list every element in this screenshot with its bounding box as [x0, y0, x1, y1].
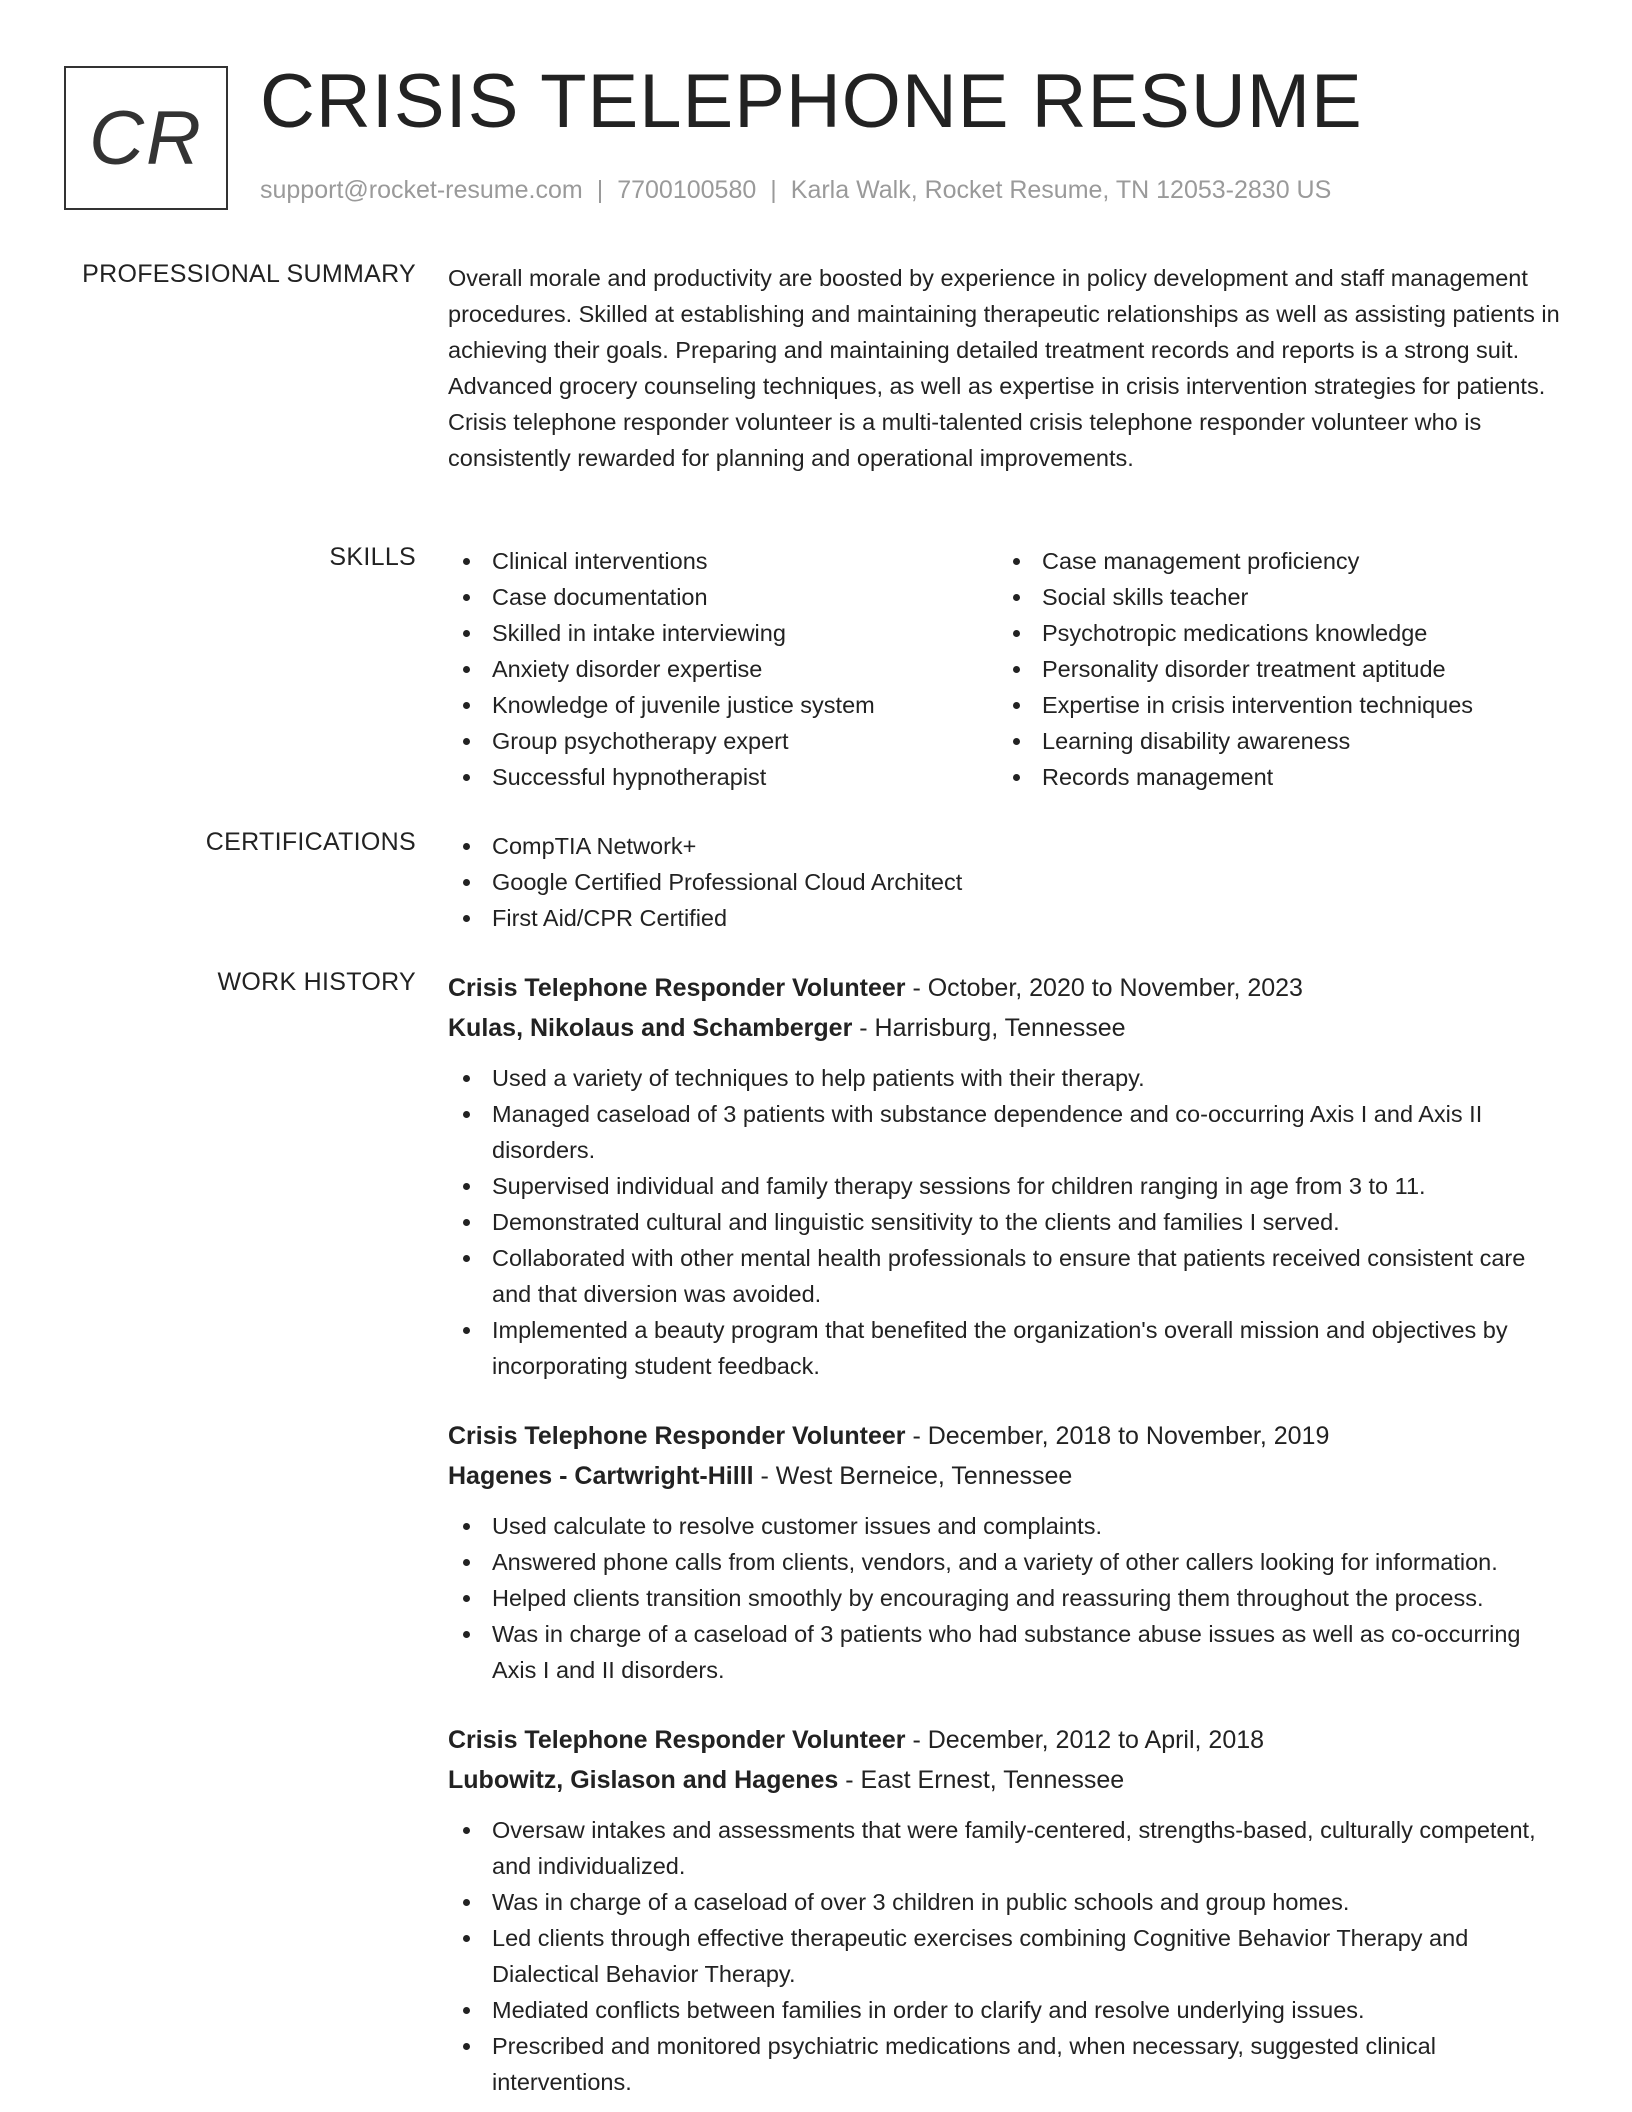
job-company-line [448, 1760, 1568, 1800]
job-bullet: Prescribed and monitored psychiatric medications and, when necessary, suggested clinical interventions. [448, 2028, 1568, 2100]
contact-line [260, 176, 1331, 205]
job-bullet: Supervised individual and family therapy sessions for children ranging in age from 3 to 11. [448, 1168, 1568, 1204]
skill-item: Learning disability awareness [998, 723, 1558, 759]
certifications-list [448, 828, 1568, 936]
job-location: - Harrisburg, Tennessee [852, 1014, 1126, 1042]
job-entry [448, 1720, 1568, 2100]
job-company: Lubowitz, Gislason and Hagenes [448, 1766, 839, 1794]
summary-text: Overall morale and productivity are boosted by experience in policy development and staff management procedures. Skilled at establishing and maintaining therapeutic relationships as well as assisting patients in achieving their goals. Preparing and maintaining detailed treatment records and reports is a strong suit. Advanced grocery counseling techniques, as well as expertise in crisis intervention strategies for patients. Crisis telephone responder volunteer is a multi-talented crisis telephone responder volunteer who is consistently rewarded for planning and operational improvements. [448, 265, 1560, 471]
job-location: - West Berneice, Tennessee [753, 1462, 1073, 1490]
work-history-heading: WORK HISTORY [217, 968, 416, 996]
skills-list-left [448, 543, 998, 795]
job-company-line [448, 1456, 1568, 1496]
job-bullet: Used a variety of techniques to help patients with their therapy. [448, 1060, 1568, 1096]
certification-item: Google Certified Professional Cloud Architect [448, 864, 1568, 900]
job-bullets [448, 1508, 1568, 1688]
job-entry [448, 968, 1568, 1384]
contact-address: Karla Walk, Rocket Resume, TN 12053-2830 US [790, 176, 1332, 204]
certifications-heading: CERTIFICATIONS [205, 828, 416, 856]
job-company: Kulas, Nikolaus and Schamberger [448, 1014, 853, 1042]
job-title-line [448, 1720, 1568, 1760]
skills-grid [448, 543, 1568, 795]
skill-item: Clinical interventions [448, 543, 998, 579]
skill-item: Skilled in intake interviewing [448, 615, 998, 651]
skill-item: Psychotropic medications knowledge [998, 615, 1558, 651]
job-bullet: Was in charge of a caseload of 3 patients who had substance abuse issues as well as co-occurring Axis I and II disorders. [448, 1616, 1568, 1688]
job-title-line [448, 968, 1568, 1008]
skill-item: Group psychotherapy expert [448, 723, 998, 759]
skill-item: Successful hypnotherapist [448, 759, 998, 795]
certifications-body [448, 828, 1568, 936]
contact-separator: | [596, 176, 604, 204]
job-dates: - December, 2018 to November, 2019 [905, 1422, 1330, 1450]
skill-item: Case management proficiency [998, 543, 1558, 579]
skill-item: Expertise in crisis intervention techniques [998, 687, 1558, 723]
monogram-box [64, 66, 228, 210]
job-company-line [448, 1008, 1568, 1048]
skills-heading: SKILLS [329, 543, 416, 571]
job-bullet: Implemented a beauty program that benefited the organization's overall mission and objectives by incorporating student feedback. [448, 1312, 1568, 1384]
job-dates: - December, 2012 to April, 2018 [905, 1726, 1265, 1754]
contact-email: support@rocket-resume.com [260, 176, 583, 204]
job-bullet: Used calculate to resolve customer issues and complaints. [448, 1508, 1568, 1544]
skill-item: Case documentation [448, 579, 998, 615]
contact-phone: 7700100580 [617, 176, 757, 204]
certification-item: CompTIA Network+ [448, 828, 1568, 864]
job-dates: - October, 2020 to November, 2023 [905, 974, 1303, 1002]
job-bullets [448, 1060, 1568, 1384]
job-bullet: Mediated conflicts between families in order to clarify and resolve underlying issues. [448, 1992, 1568, 2028]
skill-item: Knowledge of juvenile justice system [448, 687, 998, 723]
summary-heading: PROFESSIONAL SUMMARY [82, 260, 416, 288]
job-bullet: Answered phone calls from clients, vendors, and a variety of other callers looking for information. [448, 1544, 1568, 1580]
resume-title: CRISIS TELEPHONE RESUME [260, 59, 1363, 144]
job-title: Crisis Telephone Responder Volunteer [448, 1726, 906, 1754]
work-history-body [448, 968, 1568, 2112]
skills-list-right [998, 543, 1558, 795]
skill-item: Social skills teacher [998, 579, 1558, 615]
job-location: - East Ernest, Tennessee [838, 1766, 1125, 1794]
monogram-initials: CR [89, 95, 203, 181]
skill-item: Personality disorder treatment aptitude [998, 651, 1558, 687]
job-bullet: Was in charge of a caseload of over 3 children in public schools and group homes. [448, 1884, 1568, 1920]
job-bullet: Demonstrated cultural and linguistic sensitivity to the clients and families I served. [448, 1204, 1568, 1240]
job-company: Hagenes - Cartwright-Hilll [448, 1462, 754, 1490]
job-bullet: Oversaw intakes and assessments that were family-centered, strengths-based, culturally competent, and individualized. [448, 1812, 1568, 1884]
job-title: Crisis Telephone Responder Volunteer [448, 974, 906, 1002]
certification-item: First Aid/CPR Certified [448, 900, 1568, 936]
skill-item: Anxiety disorder expertise [448, 651, 998, 687]
job-bullet: Managed caseload of 3 patients with substance dependence and co-occurring Axis I and Axis II disorders. [448, 1096, 1568, 1168]
contact-separator: | [770, 176, 777, 204]
job-bullets [448, 1812, 1568, 2100]
skill-item: Records management [998, 759, 1558, 795]
job-bullet: Led clients through effective therapeutic exercises combining Cognitive Behavior Therapy and Dialectical Behavior Therapy. [448, 1920, 1568, 1992]
job-entry [448, 1416, 1568, 1688]
job-title-line [448, 1416, 1568, 1456]
job-bullet: Collaborated with other mental health professionals to ensure that patients received consistent care and that diversion was avoided. [448, 1240, 1568, 1312]
job-bullet: Helped clients transition smoothly by encouraging and reassuring them throughout the process. [448, 1580, 1568, 1616]
job-title: Crisis Telephone Responder Volunteer [448, 1422, 906, 1450]
